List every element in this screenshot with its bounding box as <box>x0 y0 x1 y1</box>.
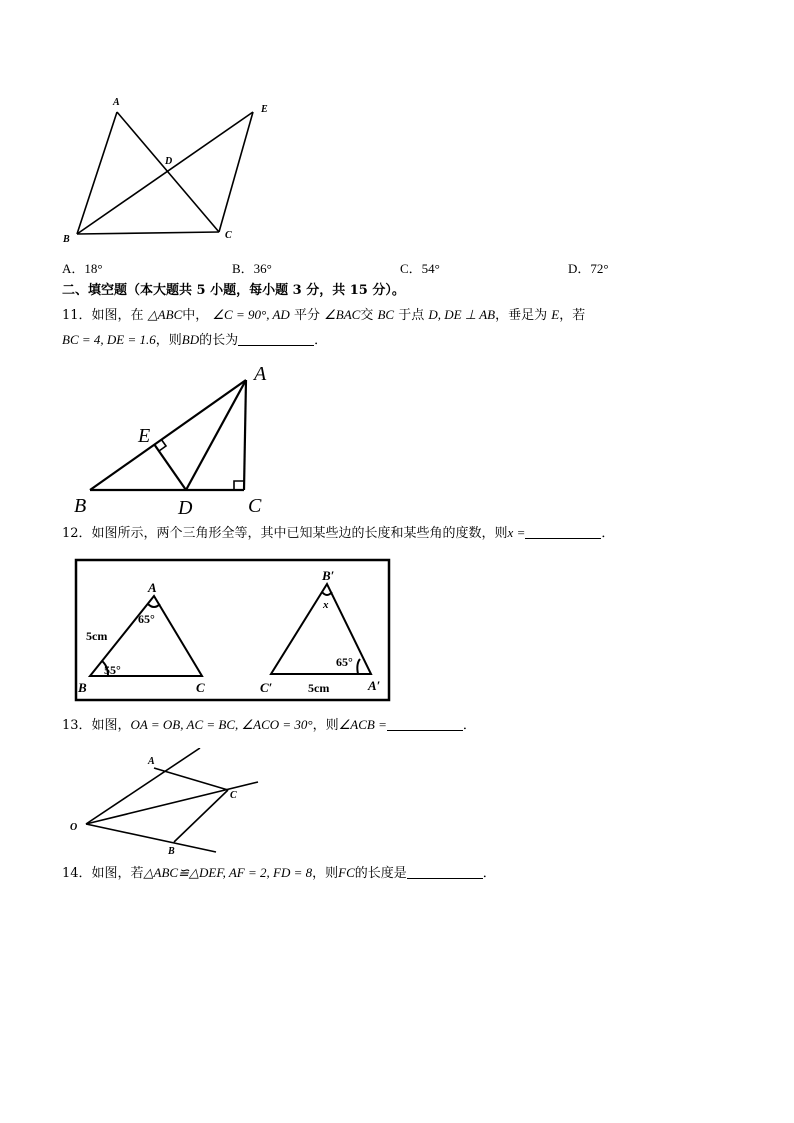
q13-label-O: O <box>70 822 78 833</box>
q14-answer-blank[interactable] <box>407 864 483 879</box>
q10-choice-b[interactable]: B．36° <box>232 261 272 276</box>
q12-text: 12．如图所示，两个三角形全等，其中已知某些边的长度和某些角的度数，则x = ． <box>62 525 615 541</box>
q11-label-C: C <box>248 495 262 517</box>
q12-angle-x: x <box>323 599 329 611</box>
q11-line1: 11．如图，在 △ABC中， ∠C = 90°, AD 平分 ∠BAC交 BC 于点 D, DE ⊥ AB，垂足为 E，若 <box>62 307 586 323</box>
q12-label-C2: C′ <box>260 680 273 695</box>
section-title: 二、填空题（本大题共 5 小题，每小题 3 分，共 15 分）。 <box>62 283 405 298</box>
q12-answer-blank[interactable] <box>525 524 601 539</box>
q11-line2: BC = 4, DE = 1.6，则BD的长为 ． <box>62 332 328 348</box>
q12-side-5b: 5cm <box>308 681 330 695</box>
q12-figure <box>74 558 394 704</box>
q13-text: 13．如图，OA = OB, AC = BC, ∠ACO = 30°，则∠ACB = ． <box>62 717 476 733</box>
q13-label-A: A <box>148 756 155 767</box>
q10-label-A: A <box>113 97 120 108</box>
q12-angle-65b: 65° <box>336 655 353 669</box>
q10-label-D: D <box>165 156 173 167</box>
q13-label-B: B <box>168 846 175 857</box>
q10-label-B: B <box>63 234 70 245</box>
q11-figure <box>70 362 290 518</box>
q12-label-B: B <box>78 680 87 695</box>
q12-label-A2: A′ <box>368 678 381 693</box>
q10-figure <box>55 90 285 250</box>
q12-label-A: A <box>148 580 157 595</box>
q11-label-A: A <box>254 363 267 385</box>
q11-label-D: D <box>178 497 193 518</box>
q10-label-E: E <box>261 104 268 115</box>
q10-label-C: C <box>225 230 232 241</box>
q11-label-B: B <box>74 495 87 517</box>
q13-figure <box>62 748 272 860</box>
q11-label-E: E <box>138 425 151 447</box>
q10-choice-d[interactable]: D．72° <box>568 261 609 276</box>
q12-angle-55: 55° <box>104 663 121 677</box>
q11-answer-blank[interactable] <box>238 331 314 346</box>
q10-choice-a[interactable]: A．18° <box>62 261 103 276</box>
q14-text: 14．如图，若△ABC≌△DEF, AF = 2, FD = 8，则FC的长度是 ． <box>62 865 496 881</box>
q10-choice-c[interactable]: C．54° <box>400 261 440 276</box>
q13-label-C: C <box>230 790 237 801</box>
q12-label-C: C <box>196 680 205 695</box>
q12-label-B2: B′ <box>322 568 335 583</box>
q13-answer-blank[interactable] <box>387 716 463 731</box>
q12-side-5a: 5cm <box>86 629 108 643</box>
q12-angle-65a: 65° <box>138 612 155 626</box>
